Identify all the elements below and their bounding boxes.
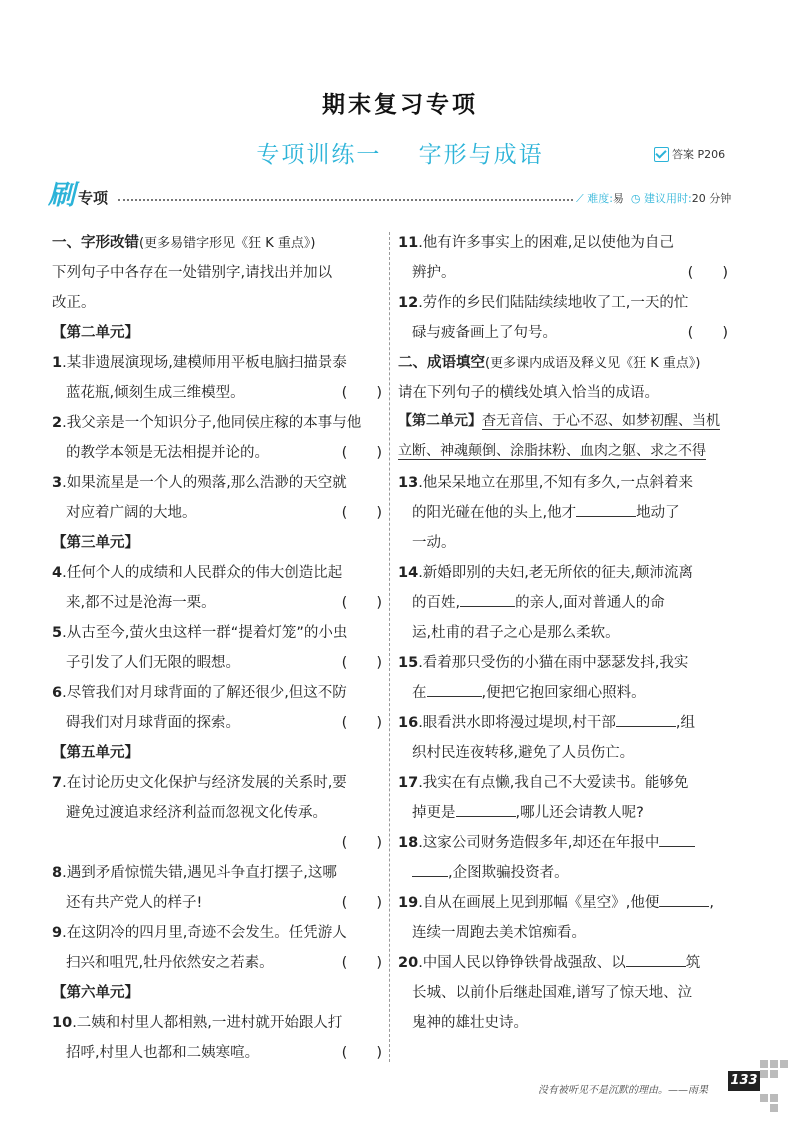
question-18-cont: ,企图欺骗投资者。	[398, 858, 728, 888]
idiom-unit-label: 【第二单元】	[398, 413, 482, 429]
question-16-cont: 织村民连夜转移,避免了人员伤亡。	[412, 745, 635, 761]
question-19-cont: 连续一周跑去美术馆痴看。	[412, 925, 586, 941]
right-column	[398, 228, 728, 1038]
answer-ref-text: 答案 P206	[672, 148, 726, 161]
idiom-bank	[398, 408, 728, 468]
question-10: 10.二姨和村里人都相熟,一进村就开始跟人打	[52, 1015, 343, 1031]
left-column	[52, 228, 382, 1068]
question-20: 20.中国人民以铮铮铁骨战强敌、以 筑	[398, 948, 728, 978]
question-14: 14.新婚即别的夫妇,老无所依的征夫,颠沛流离	[398, 565, 694, 581]
question-11: 11.他有许多事实上的困难,足以使他为自己	[398, 235, 674, 251]
question-3: 3.如果流星是一个人的殒落,那么浩渺的天空就	[52, 475, 347, 491]
section-heading: 一、字形改错(更多易错字形见《狂 K 重点》)	[52, 235, 316, 251]
instruction: 改正。	[52, 295, 96, 311]
fill-blank[interactable]	[456, 798, 516, 817]
unit-label: 【第六单元】	[52, 985, 139, 1001]
question-17: 17.我实在有点懒,我自己不大爱读书。能够免	[398, 775, 689, 791]
dotted-divider	[118, 199, 573, 201]
question-14-cont: 的百姓, 的亲人,面对普通人的命	[398, 588, 728, 618]
section-bar	[48, 180, 732, 211]
question-12: 12.劳作的乡民们陆陆续续地收了工,一天的忙	[398, 295, 689, 311]
fill-blank[interactable]	[626, 948, 686, 967]
question-3-cont: 对应着广阔的大地。 ( )	[52, 498, 382, 528]
unit-label: 【第五单元】	[52, 745, 139, 761]
fill-blank[interactable]	[659, 828, 695, 847]
question-12-cont: 碌与疲备画上了句号。 ( )	[398, 318, 728, 348]
brush-mark: 刷	[48, 180, 75, 211]
page-title: 期末复习专项	[322, 92, 478, 118]
fill-blank[interactable]	[427, 678, 482, 697]
difficulty-icon: ⟋	[576, 192, 584, 205]
time-value: 20 分钟	[691, 192, 732, 205]
question-15: 15.看着那只受伤的小猫在雨中瑟瑟发抖,我实	[398, 655, 689, 671]
question-15-cont: 在 ,便把它抱回家细心照料。	[398, 678, 728, 708]
fill-blank[interactable]	[616, 708, 676, 727]
question-17-cont: 掉更是 ,哪儿还会请教人呢?	[398, 798, 728, 828]
answer-paren[interactable]: ( )	[341, 385, 382, 401]
fill-blank[interactable]	[460, 588, 515, 607]
question-7: 7.在讨论历史文化保护与经济发展的关系时,要	[52, 775, 347, 791]
question-19: 19.自从在画展上见到那幅《星空》,他便 ,	[398, 888, 728, 918]
difficulty-label: 难度:	[587, 192, 613, 205]
page-number: 133	[728, 1071, 760, 1091]
answer-paren[interactable]: ( )	[687, 325, 728, 341]
column-divider	[389, 232, 390, 1062]
fill-blank[interactable]	[412, 858, 448, 877]
question-7-cont: 避免过渡追求经济利益而忽视文化传承。	[66, 805, 327, 821]
answer-paren[interactable]: ( )	[341, 505, 382, 521]
answer-paren[interactable]: ( )	[341, 955, 382, 971]
clock-icon: ◷	[630, 192, 641, 205]
section-label: 专项	[78, 189, 109, 207]
question-8-cont: 还有共产党人的样子! ( )	[52, 888, 382, 918]
answer-paren[interactable]: ( )	[341, 895, 382, 911]
question-2-cont: 的教学本领是无法相提并论的。 ( )	[52, 438, 382, 468]
answer-paren[interactable]: ( )	[341, 835, 382, 851]
answer-paren[interactable]: ( )	[341, 715, 382, 731]
question-1: 1.某非遗展演现场,建模师用平板电脑扫描景泰	[52, 355, 347, 371]
section-heading: 二、成语填空(更多课内成语及释义见《狂 K 重点》)	[398, 355, 701, 371]
answer-paren[interactable]: ( )	[341, 1045, 382, 1061]
instruction: 下列句子中各存在一处错别字,请找出并加以	[52, 265, 333, 281]
answer-ref	[654, 146, 725, 162]
instruction: 请在下列句子的横线处填入恰当的成语。	[398, 385, 659, 401]
idiom-list: 杳无音信、于心不忍、如梦初醒、当机	[482, 413, 720, 429]
question-1-cont: 蓝花瓶,倾刻生成三维模型。 ( )	[52, 378, 382, 408]
section-meta	[576, 190, 731, 206]
fill-blank[interactable]	[659, 888, 709, 907]
question-5: 5.从古至今,萤火虫这样一群“提着灯笼”的小虫	[52, 625, 348, 641]
question-6: 6.尽管我们对月球背面的了解还很少,但这不防	[52, 685, 347, 701]
subtitle-part-a: 专项训练一	[256, 142, 382, 168]
question-5-cont: 子引发了人们无限的暇想。 ( )	[52, 648, 382, 678]
question-18: 18.这家公司财务造假多年,却还在年报中	[398, 828, 728, 858]
unit-label: 【第二单元】	[52, 325, 139, 341]
footer-motto: 没有被听见不是沉默的理由。——雨果	[538, 1085, 708, 1096]
check-icon	[654, 147, 669, 162]
idiom-list: 立断、神魂颠倒、涂脂抹粉、血肉之躯、求之不得	[398, 443, 706, 459]
answer-paren[interactable]: ( )	[341, 445, 382, 461]
question-13-cont: 一动。	[412, 535, 456, 551]
question-14-cont: 运,杜甫的君子之心是那么柔软。	[412, 625, 620, 641]
question-8: 8.遇到矛盾惊慌失错,遇见斗争直打摆子,这哪	[52, 865, 337, 881]
subtitle-part-b: 字形与成语	[418, 142, 544, 168]
question-7-paren-line	[52, 828, 382, 858]
question-13-cont: 的阳光碰在他的头上,他才 地动了	[398, 498, 728, 528]
question-20-cont: 鬼神的雄壮史诗。	[412, 1015, 528, 1031]
question-4-cont: 来,都不过是沧海一栗。 ( )	[52, 588, 382, 618]
question-9: 9.在这阴冷的四月里,奇迹不会发生。任凭游人	[52, 925, 347, 941]
question-13: 13.他呆呆地立在那里,不知有多久,一点斜着来	[398, 475, 694, 491]
corner-decoration	[760, 1060, 790, 1115]
unit-label: 【第三单元】	[52, 535, 139, 551]
fill-blank[interactable]	[576, 498, 636, 517]
question-2: 2.我父亲是一个知识分子,他同侯庄稼的本事与他	[52, 415, 362, 431]
answer-paren[interactable]: ( )	[341, 595, 382, 611]
answer-paren[interactable]: ( )	[341, 655, 382, 671]
question-6-cont: 碍我们对月球背面的探索。 ( )	[52, 708, 382, 738]
question-16: 16.眼看洪水即将漫过堤坝,村干部 ,组	[398, 708, 728, 738]
time-label: 建议用时:	[644, 192, 692, 205]
question-9-cont: 扫兴和咀咒,牡丹依然安之若素。 ( )	[52, 948, 382, 978]
question-10-cont: 招呼,村里人也都和二姨寒喧。 ( )	[52, 1038, 382, 1068]
answer-paren[interactable]: ( )	[687, 265, 728, 281]
question-20-cont: 长城、以前仆后继赴国难,谱写了惊天地、泣	[412, 985, 693, 1001]
question-4: 4.任何个人的成绩和人民群众的伟大创造比起	[52, 565, 343, 581]
difficulty-value: 易	[612, 192, 624, 205]
question-11-cont: 辨护。 ( )	[398, 258, 728, 288]
